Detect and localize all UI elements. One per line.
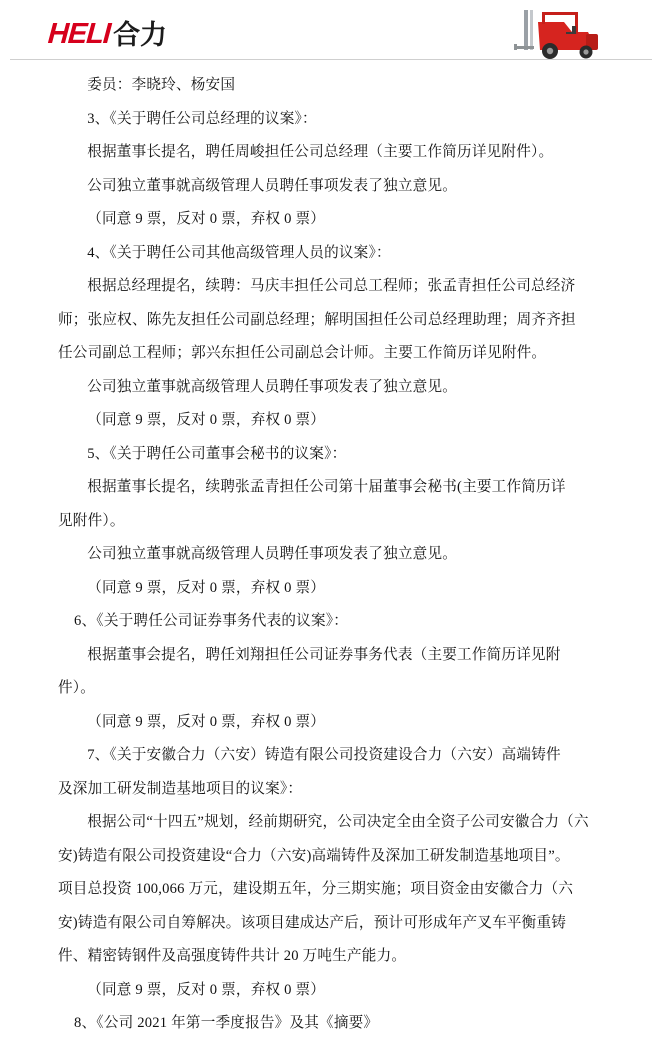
forklift-icon	[506, 4, 626, 62]
document-body	[58, 64, 604, 1041]
paragraph: 3、《关于聘任公司总经理的议案》：	[87, 110, 317, 127]
paragraph: 及深加工研发制造基地项目的议案》：	[58, 780, 303, 797]
paragraph: 根据公司“十四五”规划，经前期研究，公司决定全由全资子公司安徽合力（六	[87, 814, 589, 830]
paragraph: 根据董事长提名，聘任周峻担任公司总经理（主要工作简历详见附件）。	[87, 144, 554, 160]
paragraph: 公司独立董事就高级管理人员聘任事项发表了独立意见。	[87, 546, 458, 562]
paragraph: 6、《关于聘任公司证券事务代表的议案》：	[74, 613, 349, 629]
paragraph: （同意 9 票，反对 0 票，弃权 0 票）	[87, 211, 326, 227]
paragraph: 公司独立董事就高级管理人员聘任事项发表了独立意见。	[87, 177, 458, 194]
paragraph: 7、《关于安徽合力（六安）铸造有限公司投资建设合力（六安）高端铸件	[87, 747, 561, 763]
company-logo	[48, 20, 167, 49]
paragraph: 根据总经理提名，续聘：马庆丰担任公司总工程师；张孟青担任公司总经济	[87, 278, 576, 294]
paragraph: 8、《公司 2021 年第一季度报告》及其《摘要》	[74, 1015, 379, 1031]
logo-chinese-text: 合力	[113, 20, 168, 50]
paragraph: 件、精密铸钢件及高强度铸件共计 20 万吨生产能力。	[58, 948, 407, 964]
page-header	[46, 0, 604, 64]
paragraph: （同意 9 票，反对 0 票，弃权 0 票）	[87, 579, 326, 596]
paragraph: 安)铸造有限公司自筹解决。该项目建成达产后，预计可形成年产叉车平衡重铸	[58, 914, 567, 931]
paragraph: 任公司副总工程师；郭兴东担任公司副总会计师。主要工作简历详见附件。	[58, 345, 547, 361]
paragraph: （同意 9 票，反对 0 票，弃权 0 票）	[87, 412, 326, 428]
paragraph: 根据董事长提名，续聘张孟青担任公司第十届董事会秘书(主要工作简历详	[87, 479, 566, 495]
paragraph: （同意 9 票，反对 0 票，弃权 0 票）	[87, 713, 326, 730]
paragraph: 公司独立董事就高级管理人员聘任事项发表了独立意见。	[87, 378, 458, 395]
paragraph: 委员：李晓玲、杨安国	[87, 77, 236, 93]
logo-latin-text: HELI	[46, 18, 112, 50]
paragraph: 安)铸造有限公司投资建设“合力（六安)高端铸件及深加工研发制造基地项目”。	[58, 847, 570, 864]
paragraph: 师；张应权、陈先友担任公司副总经理；解明国担任公司总经理助理；周齐齐担	[58, 311, 576, 328]
paragraph: 4、《关于聘任公司其他高级管理人员的议案》：	[87, 244, 391, 261]
paragraph: 5、《关于聘任公司董事会秘书的议案》：	[87, 445, 347, 462]
header-divider	[10, 59, 652, 60]
paragraph: 项目总投资 100,066 万元，建设期五年，分三期实施；项目资金由安徽合力（六	[58, 881, 574, 897]
paragraph: 见附件）。	[58, 512, 125, 529]
paragraph: （同意 9 票，反对 0 票，弃权 0 票）	[87, 981, 326, 998]
paragraph: 件）。	[58, 680, 96, 696]
paragraph: 根据董事会提名，聘任刘翔担任公司证券事务代表（主要工作简历详见附	[87, 646, 561, 663]
